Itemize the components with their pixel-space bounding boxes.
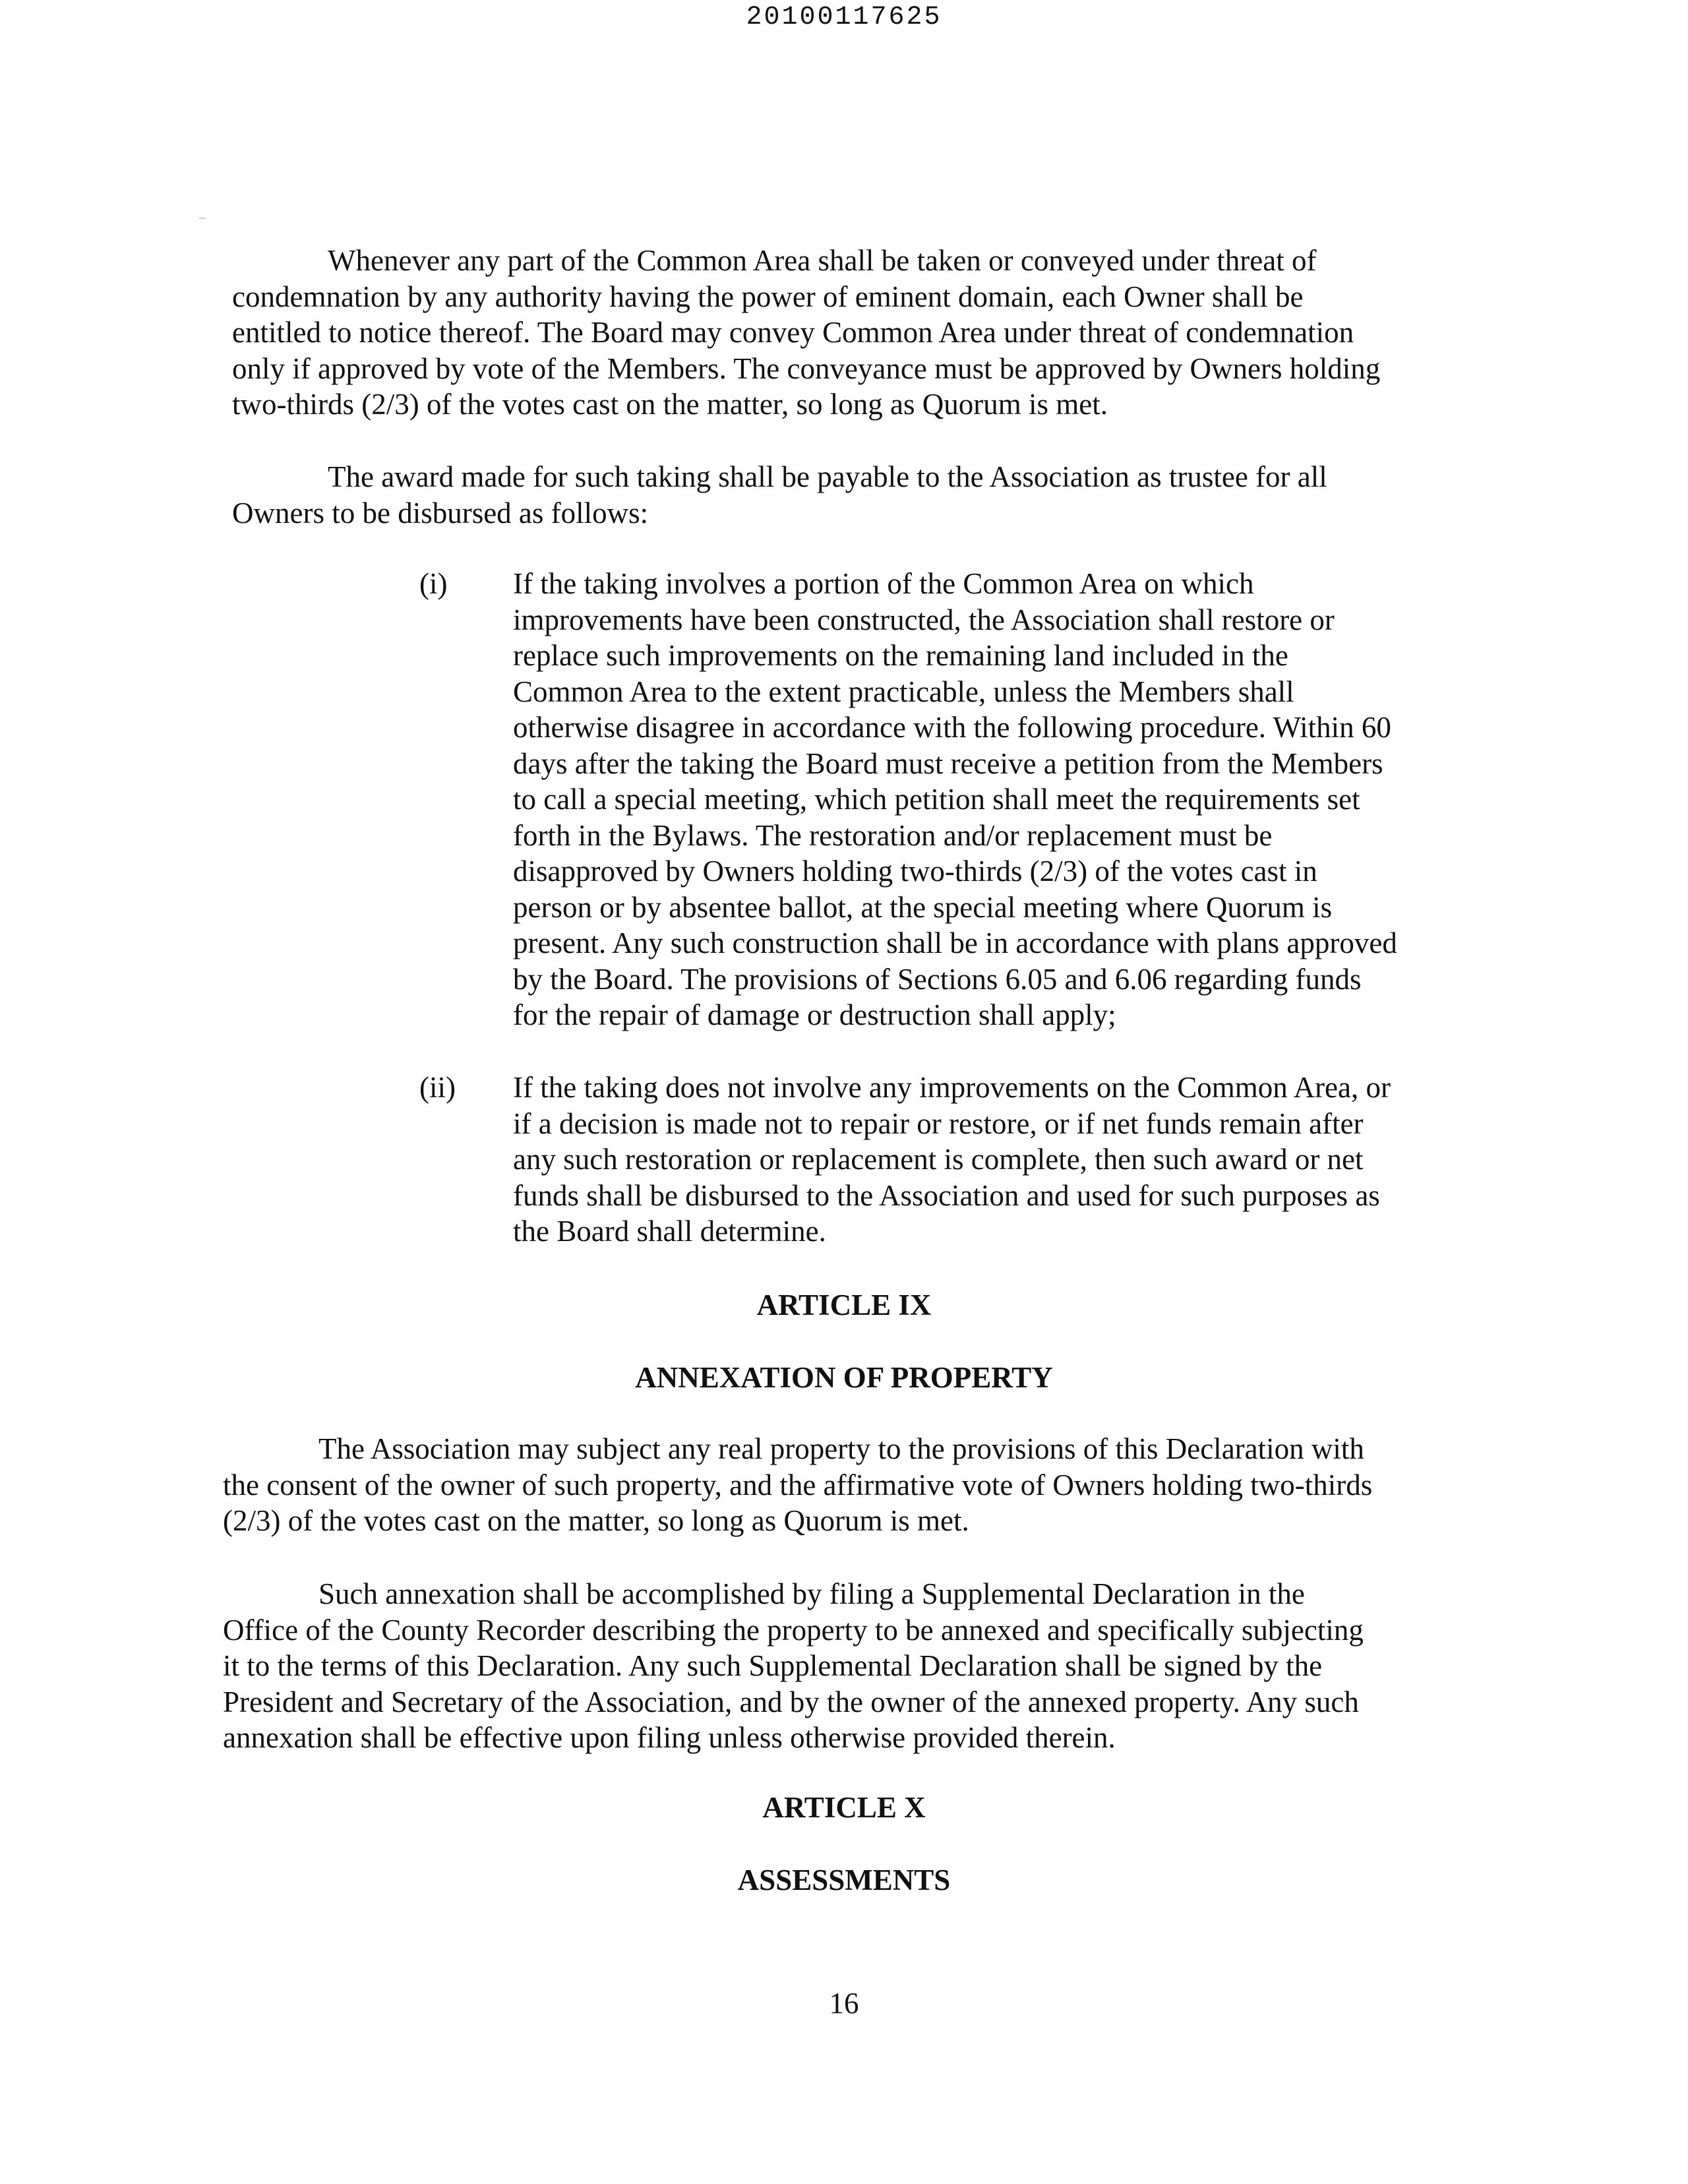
text-line: (2/3) of the votes cast on the matter, so long as Quorum is met.	[223, 1504, 969, 1537]
paragraph-condemnation-notice	[232, 243, 1380, 423]
paragraph-annexation-consent	[223, 1431, 1372, 1539]
text-line: Office of the County Recorder describing the property to be annexed and specifically subjecting	[223, 1613, 1364, 1647]
text-line: days after the taking the Board must receive a petition from the Members	[513, 746, 1383, 780]
text-line: if a decision is made not to repair or restore, or if net funds remain after	[513, 1107, 1364, 1140]
text-line: Common Area to the extent practicable, unless the Members shall	[513, 675, 1294, 708]
text-line: otherwise disagree in accordance with the following procedure. Within 60	[513, 711, 1391, 744]
text-line: Such annexation shall be accomplished by filing a Supplemental Declaration in the	[318, 1577, 1305, 1610]
text-line: only if approved by vote of the Members. The conveyance must be approved by Owners holding	[232, 351, 1381, 385]
text-line: to call a special meeting, which petition shall meet the requirements set	[513, 783, 1360, 816]
text-line: improvements have been constructed, the Association shall restore or	[513, 603, 1335, 636]
text-line: If the taking involves a portion of the Common Area on which	[513, 567, 1254, 600]
text-line: two-thirds (2/3) of the votes cast on the matter, so long as Quorum is met.	[232, 388, 1108, 421]
document-number: 20100117625	[746, 3, 942, 32]
paragraph-annexation-filing	[223, 1576, 1364, 1756]
text-line: funds shall be disbursed to the Association and used for such purposes as	[513, 1178, 1380, 1212]
text-line: President and Secretary of the Association, and by the owner of the annexed property. Any such	[223, 1685, 1359, 1718]
article-x-title: ARTICLE X	[762, 1791, 926, 1824]
scan-speck	[199, 218, 206, 219]
text-line: it to the terms of this Declaration. Any such Supplemental Declaration shall be signed by the	[223, 1649, 1323, 1682]
text-line: annexation shall be effective upon filing unless otherwise provided therein.	[223, 1721, 1116, 1754]
text-line: any such restoration or replacement is complete, then such award or net	[513, 1143, 1364, 1176]
text-line: replace such improvements on the remaining land included in the	[513, 639, 1288, 672]
page-number: 16	[829, 1987, 859, 2020]
list-item-number: (i)	[419, 567, 448, 600]
list-item-number: (ii)	[419, 1071, 456, 1104]
text-line: Whenever any part of the Common Area shall be taken or conveyed under threat of	[328, 244, 1317, 277]
text-line: disapproved by Owners holding two-thirds (2/3) of the votes cast in	[513, 855, 1317, 888]
list-item-text	[513, 1070, 1469, 1250]
text-line: forth in the Bylaws. The restoration and/or replacement must be	[513, 818, 1273, 852]
article-ix-title: ARTICLE IX	[756, 1289, 932, 1321]
text-line: the consent of the owner of such property, and the affirmative vote of Owners holding two-thirds	[223, 1468, 1373, 1502]
text-line: for the repair of damage or destruction shall apply;	[513, 998, 1116, 1031]
article-x-subtitle: ASSESSMENTS	[737, 1864, 951, 1896]
text-line: condemnation by any authority having the power of eminent domain, each Owner shall be	[232, 280, 1304, 313]
text-line: present. Any such construction shall be in accordance with plans approved	[513, 926, 1397, 959]
text-line: the Board shall determine.	[513, 1215, 826, 1248]
article-ix-subtitle: ANNEXATION OF PROPERTY	[635, 1361, 1053, 1394]
text-line: by the Board. The provisions of Sections 6.05 and 6.06 regarding funds	[513, 962, 1362, 996]
text-line: person or by absentee ballot, at the special meeting where Quorum is	[513, 890, 1333, 924]
text-line: The Association may subject any real property to the provisions of this Declaration with	[318, 1432, 1364, 1465]
list-item-text	[513, 566, 1469, 1033]
paragraph-award-disbursement	[232, 459, 1327, 531]
text-line: If the taking does not involve any improvements on the Common Area, or	[513, 1071, 1391, 1104]
text-line: entitled to notice thereof. The Board may convey Common Area under threat of condemnation	[232, 316, 1354, 349]
text-line: Owners to be disbursed as follows:	[232, 496, 649, 530]
text-line: The award made for such taking shall be payable to the Association as trustee for all	[328, 460, 1327, 493]
